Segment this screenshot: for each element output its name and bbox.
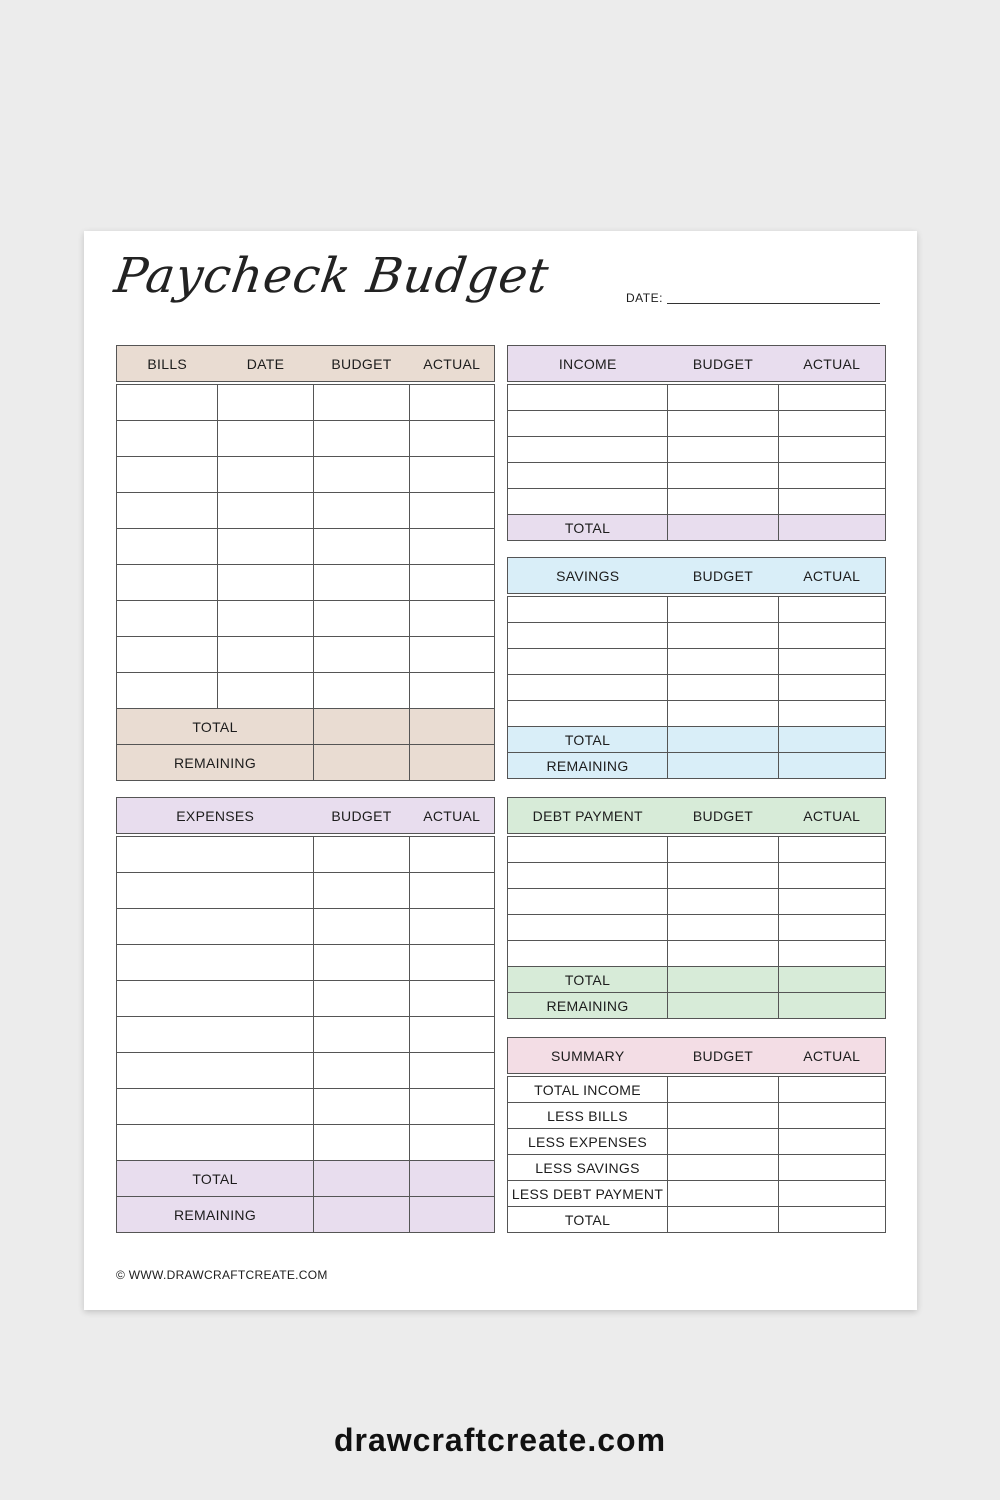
cell[interactable] (779, 385, 886, 411)
debt-total-row (508, 967, 886, 993)
cell[interactable] (410, 1089, 495, 1125)
cell[interactable] (668, 837, 779, 863)
cell[interactable] (117, 1017, 314, 1053)
cell[interactable] (410, 837, 495, 873)
cell[interactable] (410, 637, 495, 673)
cell[interactable] (410, 673, 495, 709)
cell[interactable] (218, 421, 314, 457)
date-field-line[interactable] (667, 303, 880, 304)
cell[interactable] (410, 1017, 495, 1053)
cell[interactable] (779, 437, 886, 463)
cell[interactable] (779, 915, 886, 941)
copyright-notice: © WWW.DRAWCRAFTCREATE.COM (116, 1268, 328, 1282)
debt-row[interactable] (508, 889, 886, 915)
savings-header (508, 558, 886, 594)
expenses-col-header: EXPENSES (117, 798, 314, 834)
debt-row[interactable] (508, 863, 886, 889)
bills-row[interactable] (117, 421, 495, 457)
cell[interactable] (218, 529, 314, 565)
expenses-row[interactable] (117, 1053, 495, 1089)
expenses-remaining-row (117, 1197, 495, 1233)
cell[interactable] (779, 411, 886, 437)
budget-col-header: BUDGET (668, 346, 779, 382)
summary-label: LESS DEBT PAYMENT (508, 1181, 668, 1207)
cell[interactable] (508, 649, 668, 675)
cell[interactable] (410, 385, 495, 421)
cell[interactable] (508, 463, 668, 489)
cell[interactable] (668, 489, 779, 515)
budget-col-header: BUDGET (668, 558, 779, 594)
cell[interactable] (668, 863, 779, 889)
cell[interactable] (314, 981, 410, 1017)
cell[interactable] (508, 597, 668, 623)
cell[interactable] (410, 945, 495, 981)
savings-row[interactable] (508, 701, 886, 727)
cell[interactable] (508, 437, 668, 463)
cell[interactable] (117, 1125, 314, 1161)
cell[interactable] (779, 967, 886, 993)
cell[interactable] (668, 385, 779, 411)
cell[interactable] (508, 701, 668, 727)
cell[interactable] (779, 753, 886, 779)
cell[interactable] (508, 489, 668, 515)
cell[interactable] (668, 597, 779, 623)
cell[interactable] (668, 915, 779, 941)
cell[interactable] (314, 1053, 410, 1089)
cell[interactable] (117, 493, 218, 529)
expenses-row[interactable] (117, 945, 495, 981)
cell[interactable] (314, 745, 410, 781)
expenses-row[interactable] (117, 909, 495, 945)
cell[interactable] (117, 873, 314, 909)
cell[interactable] (410, 709, 495, 745)
cell[interactable] (410, 745, 495, 781)
cell[interactable] (410, 421, 495, 457)
expenses-row[interactable] (117, 1017, 495, 1053)
cell[interactable] (779, 515, 886, 541)
cell[interactable] (314, 1161, 410, 1197)
bills-row[interactable] (117, 457, 495, 493)
site-name: drawcraftcreate.com (333, 1422, 667, 1458)
summary-row (508, 1129, 886, 1155)
debt-row[interactable] (508, 837, 886, 863)
cell[interactable] (779, 463, 886, 489)
cell[interactable] (117, 421, 218, 457)
cell[interactable] (668, 1103, 779, 1129)
debt-row[interactable] (508, 915, 886, 941)
cell[interactable] (779, 1207, 886, 1233)
cell[interactable] (314, 637, 410, 673)
cell[interactable] (508, 889, 668, 915)
cell[interactable] (779, 1129, 886, 1155)
cell[interactable] (410, 565, 495, 601)
cell[interactable] (314, 385, 410, 421)
actual-col-header: ACTUAL (779, 798, 886, 834)
bills-row[interactable] (117, 493, 495, 529)
cell[interactable] (117, 1053, 314, 1089)
cell[interactable] (314, 493, 410, 529)
savings-row[interactable] (508, 597, 886, 623)
cell[interactable] (314, 873, 410, 909)
cell[interactable] (668, 675, 779, 701)
cell[interactable] (668, 1129, 779, 1155)
actual-col-header: ACTUAL (410, 798, 495, 834)
cell[interactable] (117, 945, 314, 981)
cell[interactable] (668, 437, 779, 463)
cell[interactable] (218, 493, 314, 529)
cell[interactable] (668, 1155, 779, 1181)
expenses-row[interactable] (117, 837, 495, 873)
savings-total-row (508, 727, 886, 753)
income-total-label: TOTAL (508, 515, 668, 541)
cell[interactable] (668, 463, 779, 489)
cell[interactable] (314, 909, 410, 945)
bills-row[interactable] (117, 601, 495, 637)
cell[interactable] (779, 727, 886, 753)
cell[interactable] (314, 421, 410, 457)
summary-label: TOTAL (508, 1207, 668, 1233)
cell[interactable] (117, 565, 218, 601)
summary-label: TOTAL INCOME (508, 1077, 668, 1103)
savings-total-label: TOTAL (508, 727, 668, 753)
cell[interactable] (779, 597, 886, 623)
cell[interactable] (218, 673, 314, 709)
savings-table (507, 557, 886, 779)
cell[interactable] (779, 701, 886, 727)
debt-row[interactable] (508, 941, 886, 967)
savings-remaining-row (508, 753, 886, 779)
cell[interactable] (668, 967, 779, 993)
debt-remaining-row (508, 993, 886, 1019)
cell[interactable] (779, 837, 886, 863)
cell[interactable] (779, 649, 886, 675)
cell[interactable] (668, 623, 779, 649)
income-row[interactable] (508, 437, 886, 463)
bills-remaining-row (117, 745, 495, 781)
income-table (507, 345, 886, 541)
cell[interactable] (117, 457, 218, 493)
cell[interactable] (117, 673, 218, 709)
savings-row[interactable] (508, 623, 886, 649)
cell[interactable] (668, 515, 779, 541)
cell[interactable] (410, 909, 495, 945)
summary-row (508, 1077, 886, 1103)
actual-col-header: ACTUAL (779, 558, 886, 594)
cell[interactable] (410, 1125, 495, 1161)
summary-row (508, 1155, 886, 1181)
cell[interactable] (314, 1197, 410, 1233)
summary-label: LESS BILLS (508, 1103, 668, 1129)
cell[interactable] (779, 889, 886, 915)
date-col-header: DATE (218, 346, 314, 382)
cell[interactable] (218, 385, 314, 421)
cell[interactable] (668, 1181, 779, 1207)
summary-col-header: SUMMARY (508, 1038, 668, 1074)
expenses-row[interactable] (117, 873, 495, 909)
cell[interactable] (117, 601, 218, 637)
debt-total-label: TOTAL (508, 967, 668, 993)
debt-remaining-label: REMAINING (508, 993, 668, 1019)
expenses-total-row (117, 1161, 495, 1197)
cell[interactable] (410, 981, 495, 1017)
income-header (508, 346, 886, 382)
cell[interactable] (779, 993, 886, 1019)
cell[interactable] (779, 1077, 886, 1103)
summary-row (508, 1207, 886, 1233)
budget-col-header: BUDGET (668, 798, 779, 834)
cell[interactable] (218, 601, 314, 637)
cell[interactable] (410, 529, 495, 565)
bills-remaining-label: REMAINING (117, 745, 314, 781)
actual-col-header: ACTUAL (410, 346, 495, 382)
cell[interactable] (779, 941, 886, 967)
cell[interactable] (117, 385, 218, 421)
expenses-total-label: TOTAL (117, 1161, 314, 1197)
cell[interactable] (779, 623, 886, 649)
savings-remaining-label: REMAINING (508, 753, 668, 779)
expenses-remaining-label: REMAINING (117, 1197, 314, 1233)
bills-row[interactable] (117, 637, 495, 673)
income-row[interactable] (508, 489, 886, 515)
date-label: DATE: (626, 291, 663, 305)
expenses-row[interactable] (117, 1089, 495, 1125)
cell[interactable] (117, 837, 314, 873)
savings-col-header: SAVINGS (508, 558, 668, 594)
cell[interactable] (314, 565, 410, 601)
page-title: Paycheck Budget (111, 248, 553, 304)
income-row[interactable] (508, 411, 886, 437)
cell[interactable] (314, 457, 410, 493)
cell[interactable] (668, 993, 779, 1019)
cell[interactable] (410, 457, 495, 493)
cell[interactable] (314, 709, 410, 745)
bills-col-header: BILLS (117, 346, 218, 382)
summary-row (508, 1103, 886, 1129)
cell[interactable] (410, 1053, 495, 1089)
cell[interactable] (508, 385, 668, 411)
summary-row (508, 1181, 886, 1207)
budget-col-header: BUDGET (668, 1038, 779, 1074)
cell[interactable] (668, 411, 779, 437)
cell[interactable] (668, 753, 779, 779)
cell[interactable] (508, 623, 668, 649)
cell[interactable] (314, 1089, 410, 1125)
cell[interactable] (668, 1077, 779, 1103)
cell[interactable] (218, 457, 314, 493)
cell[interactable] (508, 411, 668, 437)
expenses-row[interactable] (117, 1125, 495, 1161)
cell[interactable] (410, 601, 495, 637)
cell[interactable] (117, 529, 218, 565)
cell[interactable] (314, 1017, 410, 1053)
expenses-table (116, 797, 495, 1233)
cell[interactable] (668, 701, 779, 727)
cell[interactable] (410, 493, 495, 529)
cell[interactable] (410, 1197, 495, 1233)
summary-table (507, 1037, 886, 1233)
income-col-header: INCOME (508, 346, 668, 382)
savings-row[interactable] (508, 649, 886, 675)
cell[interactable] (508, 941, 668, 967)
debt-col-header: DEBT PAYMENT (508, 798, 668, 834)
income-row[interactable] (508, 463, 886, 489)
cell[interactable] (117, 909, 314, 945)
cell[interactable] (779, 489, 886, 515)
cell[interactable] (508, 915, 668, 941)
cell[interactable] (668, 727, 779, 753)
cell[interactable] (314, 1125, 410, 1161)
bills-table (116, 345, 495, 781)
cell[interactable] (117, 981, 314, 1017)
bills-total-row (117, 709, 495, 745)
cell[interactable] (668, 889, 779, 915)
cell[interactable] (314, 837, 410, 873)
summary-header (508, 1038, 886, 1074)
cell[interactable] (668, 941, 779, 967)
cell[interactable] (779, 1103, 886, 1129)
cell[interactable] (314, 601, 410, 637)
expenses-header (117, 798, 495, 834)
bills-row[interactable] (117, 385, 495, 421)
summary-label: LESS SAVINGS (508, 1155, 668, 1181)
income-total-row (508, 515, 886, 541)
budget-col-header: BUDGET (314, 346, 410, 382)
cell[interactable] (314, 673, 410, 709)
cell[interactable] (508, 837, 668, 863)
income-row[interactable] (508, 385, 886, 411)
debt-header (508, 798, 886, 834)
cell[interactable] (314, 945, 410, 981)
summary-label: LESS EXPENSES (508, 1129, 668, 1155)
cell[interactable] (218, 565, 314, 601)
cell[interactable] (410, 1161, 495, 1197)
cell[interactable] (508, 863, 668, 889)
cell[interactable] (218, 637, 314, 673)
cell[interactable] (117, 637, 218, 673)
actual-col-header: ACTUAL (779, 1038, 886, 1074)
cell[interactable] (410, 873, 495, 909)
bills-row[interactable] (117, 673, 495, 709)
cell[interactable] (779, 675, 886, 701)
expenses-row[interactable] (117, 981, 495, 1017)
cell[interactable] (779, 1155, 886, 1181)
cell[interactable] (117, 1089, 314, 1125)
cell[interactable] (779, 1181, 886, 1207)
cell[interactable] (668, 1207, 779, 1233)
bills-total-label: TOTAL (117, 709, 314, 745)
cell[interactable] (779, 863, 886, 889)
bills-row[interactable] (117, 565, 495, 601)
cell[interactable] (508, 675, 668, 701)
actual-col-header: ACTUAL (779, 346, 886, 382)
cell[interactable] (668, 649, 779, 675)
budget-col-header: BUDGET (314, 798, 410, 834)
bills-header (117, 346, 495, 382)
bills-row[interactable] (117, 529, 495, 565)
savings-row[interactable] (508, 675, 886, 701)
cell[interactable] (314, 529, 410, 565)
debt-table (507, 797, 886, 1019)
